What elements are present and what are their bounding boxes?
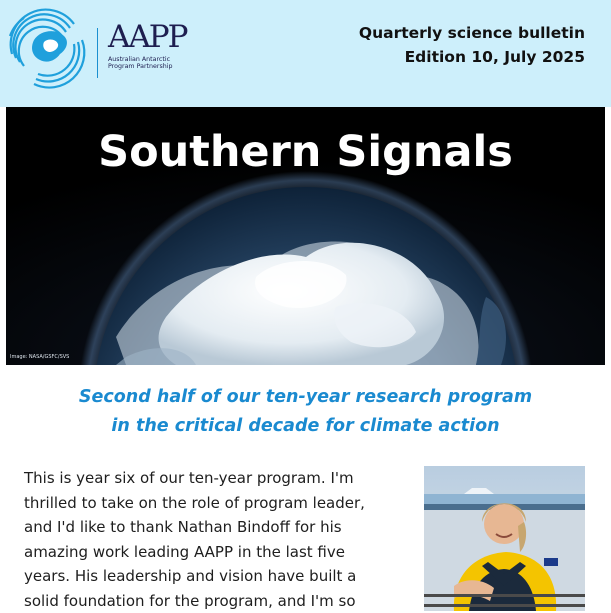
logo-divider: [97, 28, 98, 78]
article-headline: [0, 383, 611, 441]
bulletin-title: Southern Signals: [6, 127, 605, 177]
body-line: amazing work leading AAPP in the last five: [24, 540, 409, 565]
body-line: thrilled to take on the role of program leader,: [24, 491, 409, 516]
aapp-logo[interactable]: [4, 6, 189, 90]
headline-line2: in the critical decade for climate action: [0, 412, 611, 441]
logo-subtitle-line2: Program Partnership: [108, 63, 198, 70]
bulletin-header: [0, 0, 611, 107]
headline-line1: Second half of our ten-year research program: [0, 383, 611, 412]
logo-text: [108, 20, 198, 71]
portrait-image: [424, 466, 585, 611]
body-line: This is year six of our ten-year program. I'm: [24, 466, 409, 491]
hero-banner: [6, 107, 605, 365]
article-body: [24, 466, 409, 613]
bulletin-info: [359, 21, 585, 69]
logo-wordmark: AAPP: [108, 20, 198, 54]
body-line: years. His leadership and vision have built a: [24, 564, 409, 589]
edition-label: Edition 10, July 2025: [359, 45, 585, 69]
body-line: and I'd like to thank Nathan Bindoff for his: [24, 515, 409, 540]
antarctica-rings-icon: [4, 6, 90, 90]
body-line: solid foundation for the program, and I'm so: [24, 589, 409, 613]
bulletin-type: Quarterly science bulletin: [359, 21, 585, 45]
logo-subtitle: [108, 56, 198, 71]
portrait-photo: [424, 466, 585, 611]
logo-subtitle-line1: Australian Antarctic: [108, 56, 198, 63]
image-credit: Image: NASA/GSFC/SVS: [10, 354, 69, 360]
